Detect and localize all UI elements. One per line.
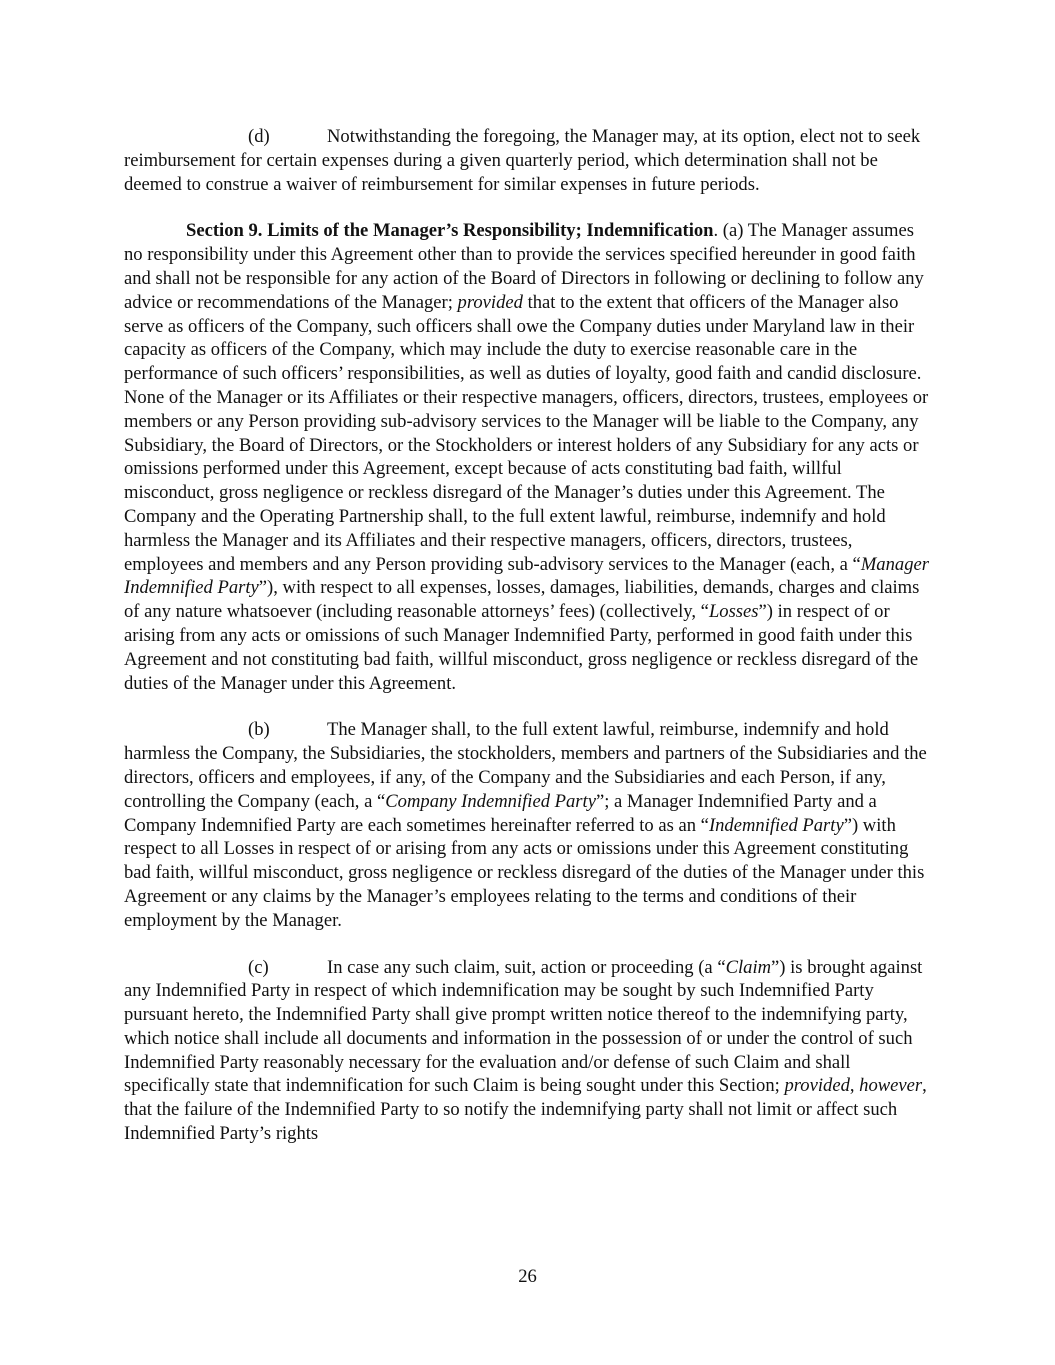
- document-page: [124, 125, 932, 1169]
- paragraph-b-number: (b): [248, 719, 270, 741]
- paragraph-d-text: Notwithstanding the foregoing, the Manager may, at its option, elect not to seek reimbursement for certain expenses during a given quarterly period, which determination shall not be deemed to construe a waiver of reimbursement for similar expenses in future periods.: [124, 126, 921, 195]
- paragraph-c: (c) In case any such claim, suit, action or proceeding (a “Claim”) is brought against any Indemnified Party in respect of which indemnification may be sought by such Indemnified Party pursuant hereto, the Indemnified Party shall give prompt written notice thereof to the indemnifying party, which notice shall include all documents and information in the possession of or under the control of such Indemnified Party reasonably necessary for the evaluation and/or defense of such Claim and shall specifically state that indemnification for such Claim is being sought under this Section; provided, however, that the failure of the Indemnified Party to so notify the indemnifying party shall not limit or affect such Indemnified Party’s rights: [124, 956, 927, 1145]
- defined-term-manager-indemnified-party: Manager Indemnified Party: [124, 553, 929, 599]
- page-number: 26: [518, 1266, 537, 1287]
- defined-term-claim: Claim: [725, 956, 772, 978]
- paragraph-d: [124, 125, 932, 196]
- paragraph-b: (b) The Manager shall, to the full extent lawful, reimburse, indemnify and hold harmless the Company, the Subsidiaries, the stockholders, members and partners of the Subsidiaries and the directors, officers and employees, if any, of the Company and the Subsidiaries and each Person, if any, controlling the Company (each, a “Company Indemnified Party”; a Manager Indemnified Party and a Company Indemnified Party are each sometimes hereinafter referred to as an “Indemnified Party”) with respect to all Losses in respect of or arising from any acts or omissions under this Agreement constituting bad faith, willful misconduct, gross negligence or reckless disregard of the duties of the Manager under this Agreement or any claims by the Manager’s employees relating to the terms and conditions of their employment by the Manager.: [124, 719, 927, 931]
- paragraph-d-number: (d): [248, 126, 270, 147]
- however-term: however: [859, 1075, 923, 1097]
- defined-term-losses: Losses: [708, 601, 759, 623]
- defined-term-company-indemnified-party: Company Indemnified Party: [385, 790, 596, 812]
- section-9-paragraph: Section 9. Limits of the Manager’s Responsibility; Indemnification. (a) The Manager assumes no responsibility under this Agreement other than to provide the services specified hereunder in good faith and shall not be responsible for any action of the Board of Directors in following or declining to follow any advice or recommendations of the Manager; provided that to the extent that officers of the Manager also serve as officers of the Company, such officers shall owe the Company duties under Maryland law in their capacity as officers of the Company, which may include the duty to exercise reasonable care in the performance of such officers’ responsibilities, as well as duties of loyalty, good faith and candid disclosure. None of the Manager or its Affiliates or their respective managers, officers, directors, trustees, employees or members or any Person providing sub-advisory services to the Manager will be liable to the Company, any Subsidiary, the Board of Directors, or the Stockholders or interest holders of any Subsidiary for any acts or omissions performed under this Agreement, except because of acts constituting bad faith, willful misconduct, gross negligence or reckless disregard of the Manager’s duties under this Agreement. The Company and the Operating Partnership shall, to the full extent lawful, reimburse, indemnify and hold harmless the Manager and its Affiliates and their respective managers, officers, directors, trustees, employees and members and any Person providing sub-advisory services to the Manager (each, a “Manager Indemnified Party”), with respect to all expenses, losses, damages, liabilities, demands, charges and claims of any nature whatsoever (including reasonable attorneys’ fees) (collectively, “Losses”) in respect of or arising from any acts or omissions of such Manager Indemnified Party, performed in good faith under this Agreement and not constituting bad faith, willful misconduct, gross negligence or reckless disregard of the duties of the Manager under this Agreement.: [124, 220, 929, 694]
- section-9-heading: Section 9. Limits of the Manager’s Responsibility; Indemnification: [186, 220, 714, 242]
- defined-term-indemnified-party: Indemnified Party: [708, 814, 844, 836]
- provided-term: provided: [784, 1075, 850, 1097]
- paragraph-c-number: (c): [248, 956, 269, 978]
- provided-term: provided: [457, 291, 523, 313]
